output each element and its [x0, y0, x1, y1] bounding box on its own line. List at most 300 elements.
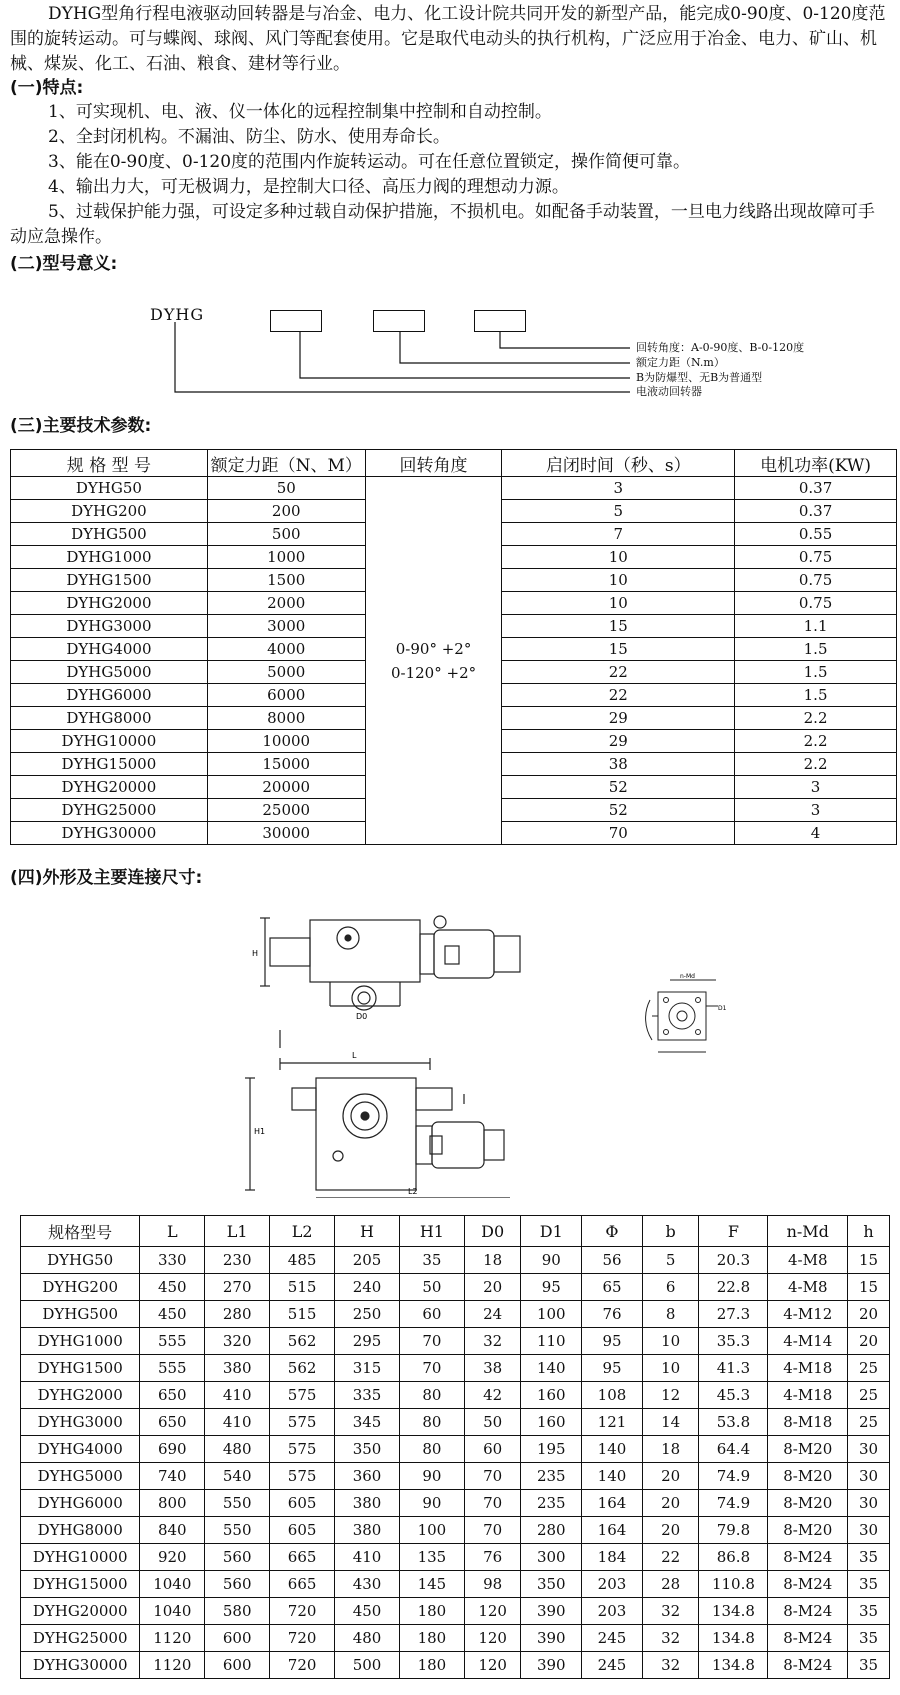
dim-cell: 120	[464, 1652, 521, 1679]
dim-cell: 360	[335, 1463, 400, 1490]
dim-cell: 30	[848, 1490, 890, 1517]
dim-cell: 665	[270, 1571, 335, 1598]
dim-cell: DYHG15000	[21, 1571, 140, 1598]
dim-cell: 80	[399, 1409, 464, 1436]
spec-cell-model: DYHG3000	[11, 615, 208, 638]
dim-cell: 235	[521, 1463, 582, 1490]
spec-cell-power: 0.55	[735, 523, 897, 546]
dim-cell: 562	[270, 1328, 335, 1355]
dim-cell: 1040	[140, 1571, 205, 1598]
dim-cell: 10	[642, 1328, 699, 1355]
spec-cell-time: 38	[502, 753, 735, 776]
spec-cell-power: 3	[735, 776, 897, 799]
dim-cell: 98	[464, 1571, 521, 1598]
dim-cell: 555	[140, 1355, 205, 1382]
dim-cell: 320	[205, 1328, 270, 1355]
spec-cell-torque: 10000	[207, 730, 365, 753]
dim-cell: DYHG1000	[21, 1328, 140, 1355]
dim-cell: 4-M8	[768, 1247, 848, 1274]
feature-item: 2、全封闭机构。不漏油、防尘、防水、使用寿命长。	[48, 127, 450, 147]
dim-cell: 95	[582, 1328, 643, 1355]
dim-cell: 35	[848, 1598, 890, 1625]
dim-header-cell: L2	[270, 1216, 335, 1247]
dim-cell: 650	[140, 1382, 205, 1409]
model-label-product: 电液动回转器	[636, 385, 702, 398]
spec-cell-torque: 30000	[207, 822, 365, 845]
dim-cell: 240	[335, 1274, 400, 1301]
dim-cell: 35	[848, 1571, 890, 1598]
dim-cell: 110.8	[699, 1571, 768, 1598]
dim-cell: 41.3	[699, 1355, 768, 1382]
dim-cell: 485	[270, 1247, 335, 1274]
dim-cell: 80	[399, 1436, 464, 1463]
dim-cell: 270	[205, 1274, 270, 1301]
label-nmd: n-Md	[680, 973, 695, 980]
feature-item: 3、能在0-90度、0-120度的范围内作旋转运动。可在任意位置锁定，操作简便可靠。	[48, 152, 691, 172]
spec-table	[10, 449, 897, 845]
dim-cell: 184	[582, 1544, 643, 1571]
dim-cell: 450	[140, 1301, 205, 1328]
dim-cell: 86.8	[699, 1544, 768, 1571]
model-slot-angle	[474, 310, 526, 332]
dim-cell: 20.3	[699, 1247, 768, 1274]
dim-cell: 25	[848, 1382, 890, 1409]
dim-cell: 605	[270, 1490, 335, 1517]
dim-cell: 350	[521, 1571, 582, 1598]
dim-cell: 30	[848, 1436, 890, 1463]
dim-cell: 8-M20	[768, 1463, 848, 1490]
dim-cell: 8-M20	[768, 1490, 848, 1517]
spec-cell-model: DYHG1000	[11, 546, 208, 569]
dim-cell: 740	[140, 1463, 205, 1490]
dim-cell: 335	[335, 1382, 400, 1409]
dim-cell: 8-M24	[768, 1544, 848, 1571]
dim-cell: 203	[582, 1598, 643, 1625]
spec-header-time: 启闭时间（秒、s）	[502, 450, 735, 477]
dim-cell: 250	[335, 1301, 400, 1328]
label-l2: L2	[408, 1187, 418, 1196]
dim-cell: 18	[642, 1436, 699, 1463]
dim-cell: 8-M18	[768, 1409, 848, 1436]
dim-cell: 280	[205, 1301, 270, 1328]
dim-cell: 550	[205, 1517, 270, 1544]
spec-cell-power: 0.37	[735, 500, 897, 523]
dim-cell: 22	[642, 1544, 699, 1571]
spec-cell-time: 3	[502, 477, 735, 500]
dim-cell: 30	[848, 1463, 890, 1490]
spec-cell-model: DYHG5000	[11, 661, 208, 684]
spec-cell-torque: 5000	[207, 661, 365, 684]
dim-header-cell: L	[140, 1216, 205, 1247]
dim-header-cell: H1	[399, 1216, 464, 1247]
dim-row	[21, 1598, 890, 1625]
spec-cell-power: 0.75	[735, 569, 897, 592]
dim-cell: 4-M8	[768, 1274, 848, 1301]
spec-cell-model: DYHG15000	[11, 753, 208, 776]
dim-header-cell: Φ	[582, 1216, 643, 1247]
dim-row	[21, 1247, 890, 1274]
spec-cell-torque: 6000	[207, 684, 365, 707]
dim-cell: 20	[848, 1328, 890, 1355]
dim-cell: 95	[582, 1355, 643, 1382]
dim-header-cell: 规格型号	[21, 1216, 140, 1247]
spec-cell-power: 0.75	[735, 546, 897, 569]
spec-cell-torque: 1500	[207, 569, 365, 592]
dim-cell: 70	[399, 1328, 464, 1355]
dim-cell: 100	[521, 1301, 582, 1328]
dim-row	[21, 1355, 890, 1382]
spec-cell-time: 70	[502, 822, 735, 845]
dim-cell: 38	[464, 1355, 521, 1382]
feature-item: 5、过载保护能力强，可设定多种过载自动保护措施，不损机电。如配备手动装置，一旦电力线路出现故障可手动应急操作。	[10, 202, 875, 247]
dim-cell: 920	[140, 1544, 205, 1571]
dim-cell: 76	[464, 1544, 521, 1571]
dim-cell: 4-M18	[768, 1355, 848, 1382]
spec-cell-power: 2.2	[735, 707, 897, 730]
dim-cell: 450	[140, 1274, 205, 1301]
spec-cell-power: 2.2	[735, 730, 897, 753]
dim-cell: 390	[521, 1598, 582, 1625]
dim-cell: 95	[521, 1274, 582, 1301]
spec-cell-model: DYHG2000	[11, 592, 208, 615]
spec-header-model: 规 格 型 号	[11, 450, 208, 477]
dim-cell: 380	[205, 1355, 270, 1382]
spec-cell-angle	[365, 477, 502, 845]
dims-heading: (四)外形及主要连接尺寸:	[10, 868, 203, 888]
spec-cell-torque: 200	[207, 500, 365, 523]
dim-cell: 135	[399, 1544, 464, 1571]
dim-cell: 410	[335, 1544, 400, 1571]
spec-cell-model: DYHG6000	[11, 684, 208, 707]
spec-cell-model: DYHG30000	[11, 822, 208, 845]
model-diagram	[0, 300, 900, 410]
dim-cell: 134.8	[699, 1625, 768, 1652]
spec-cell-torque: 15000	[207, 753, 365, 776]
spec-cell-time: 29	[502, 707, 735, 730]
model-slot-torque	[373, 310, 425, 332]
dim-cell: 390	[521, 1625, 582, 1652]
spec-cell-time: 10	[502, 546, 735, 569]
dim-cell: 28	[642, 1571, 699, 1598]
spec-cell-power: 1.5	[735, 638, 897, 661]
dim-header-cell: F	[699, 1216, 768, 1247]
spec-cell-model: DYHG25000	[11, 799, 208, 822]
dim-cell: 14	[642, 1409, 699, 1436]
dim-cell: 120	[464, 1625, 521, 1652]
flange-drawing	[636, 970, 746, 1070]
dim-cell: 245	[582, 1625, 643, 1652]
dim-cell: 79.8	[699, 1517, 768, 1544]
dim-row	[21, 1463, 890, 1490]
dim-cell: 45.3	[699, 1382, 768, 1409]
dim-cell: 280	[521, 1517, 582, 1544]
dim-cell: 10	[642, 1355, 699, 1382]
dim-row	[21, 1652, 890, 1679]
spec-header-power: 电机功率(KW)	[735, 450, 897, 477]
dim-header-row	[21, 1216, 890, 1247]
spec-table-body	[11, 477, 897, 845]
dim-cell: DYHG6000	[21, 1490, 140, 1517]
dim-cell: 134.8	[699, 1598, 768, 1625]
dim-cell: DYHG25000	[21, 1625, 140, 1652]
dim-cell: 515	[270, 1301, 335, 1328]
dim-cell: 555	[140, 1328, 205, 1355]
dim-cell: 42	[464, 1382, 521, 1409]
dim-cell: 8	[642, 1301, 699, 1328]
spec-cell-model: DYHG4000	[11, 638, 208, 661]
dim-cell: 20	[642, 1490, 699, 1517]
dim-cell: 70	[464, 1463, 521, 1490]
dim-cell: 650	[140, 1409, 205, 1436]
model-label-torque: 额定力距（N.m）	[636, 356, 725, 369]
dim-cell: DYHG2000	[21, 1382, 140, 1409]
dim-cell: 27.3	[699, 1301, 768, 1328]
dim-cell: 18	[464, 1247, 521, 1274]
spec-cell-time: 15	[502, 615, 735, 638]
dim-cell: 22.8	[699, 1274, 768, 1301]
label-l: L	[352, 1051, 357, 1060]
dim-cell: 74.9	[699, 1490, 768, 1517]
dim-cell: 164	[582, 1490, 643, 1517]
dim-cell: 32	[464, 1328, 521, 1355]
dim-cell: 575	[270, 1382, 335, 1409]
dim-cell: DYHG3000	[21, 1409, 140, 1436]
model-slot-type	[270, 310, 322, 332]
dim-cell: 345	[335, 1409, 400, 1436]
model-label-angle: 回转角度：A-0-90度、B-0-120度	[636, 341, 805, 354]
spec-cell-model: DYHG500	[11, 523, 208, 546]
label-d1: D1	[718, 1005, 727, 1012]
spec-row	[11, 477, 897, 500]
dim-cell: 110	[521, 1328, 582, 1355]
dim-cell: 80	[399, 1382, 464, 1409]
spec-cell-model: DYHG50	[11, 477, 208, 500]
dim-cell: 70	[464, 1517, 521, 1544]
dim-cell: 180	[399, 1625, 464, 1652]
feature-item: 1、可实现机、电、液、仪一体化的远程控制集中控制和自动控制。	[48, 102, 552, 122]
dim-cell: 35	[848, 1652, 890, 1679]
dim-cell: 315	[335, 1355, 400, 1382]
dim-header-cell: b	[642, 1216, 699, 1247]
dim-cell: 230	[205, 1247, 270, 1274]
dim-cell: 120	[464, 1598, 521, 1625]
dim-row	[21, 1382, 890, 1409]
dim-cell: 15	[848, 1274, 890, 1301]
dim-cell: 74.9	[699, 1463, 768, 1490]
dim-cell: 480	[205, 1436, 270, 1463]
dim-cell: DYHG20000	[21, 1598, 140, 1625]
dim-cell: 140	[582, 1463, 643, 1490]
features-heading: (一)特点:	[10, 78, 84, 98]
dim-cell: 720	[270, 1598, 335, 1625]
dim-cell: 1120	[140, 1652, 205, 1679]
dim-cell: 665	[270, 1544, 335, 1571]
dim-cell: 20	[642, 1463, 699, 1490]
dim-row	[21, 1328, 890, 1355]
dim-cell: 121	[582, 1409, 643, 1436]
spec-cell-time: 22	[502, 684, 735, 707]
dim-cell: 35	[848, 1544, 890, 1571]
dim-cell: 540	[205, 1463, 270, 1490]
dim-cell: 690	[140, 1436, 205, 1463]
label-h1: H1	[254, 1127, 266, 1136]
dim-cell: 65	[582, 1274, 643, 1301]
dim-header-cell: H	[335, 1216, 400, 1247]
dim-cell: 1040	[140, 1598, 205, 1625]
dim-header-cell: D1	[521, 1216, 582, 1247]
dim-cell: 605	[270, 1517, 335, 1544]
spec-cell-power: 1.5	[735, 661, 897, 684]
dim-cell: 295	[335, 1328, 400, 1355]
dim-cell: 380	[335, 1517, 400, 1544]
dim-cell: 32	[642, 1652, 699, 1679]
dim-header-cell: L1	[205, 1216, 270, 1247]
dim-cell: 300	[521, 1544, 582, 1571]
dim-cell: 350	[335, 1436, 400, 1463]
params-heading: (三)主要技术参数:	[10, 416, 152, 436]
dim-cell: 90	[399, 1490, 464, 1517]
dim-cell: 32	[642, 1625, 699, 1652]
dim-cell: 20	[848, 1301, 890, 1328]
dim-cell: 390	[521, 1652, 582, 1679]
spec-cell-torque: 25000	[207, 799, 365, 822]
spec-header-torque: 额定力距（N、M）	[207, 450, 365, 477]
dim-cell: 108	[582, 1382, 643, 1409]
spec-header-angle: 回转角度	[365, 450, 502, 477]
spec-cell-power: 0.37	[735, 477, 897, 500]
spec-cell-power: 2.2	[735, 753, 897, 776]
dim-cell: 50	[399, 1274, 464, 1301]
dim-cell: DYHG4000	[21, 1436, 140, 1463]
dim-row	[21, 1490, 890, 1517]
dim-row	[21, 1517, 890, 1544]
dim-cell: DYHG5000	[21, 1463, 140, 1490]
dim-cell: 480	[335, 1625, 400, 1652]
angle-range: 0-120° +2°	[390, 663, 477, 682]
dim-cell: 245	[582, 1652, 643, 1679]
spec-cell-model: DYHG8000	[11, 707, 208, 730]
dim-cell: DYHG30000	[21, 1652, 140, 1679]
dim-cell: 720	[270, 1652, 335, 1679]
dim-header-cell: n-Md	[768, 1216, 848, 1247]
model-label-type: B为防爆型、无B为普通型	[636, 371, 763, 384]
label-d0: D0	[356, 1012, 368, 1021]
dim-cell: 8-M24	[768, 1625, 848, 1652]
dim-row	[21, 1274, 890, 1301]
dim-cell: 195	[521, 1436, 582, 1463]
dim-cell: 562	[270, 1355, 335, 1382]
dim-cell: 35	[399, 1247, 464, 1274]
intro-paragraph: DYHG型角行程电液驱动回转器是与冶金、电力、化工设计院共同开发的新型产品，能完成0-90度、0-120度范围的旋转运动。可与蝶阀、球阀、风门等配套使用。它是取代电动头的执行机构，广泛应用于冶金、电力、矿山、机械、煤炭、化工、石油、粮食、建材等行业。	[10, 4, 886, 74]
spec-cell-model: DYHG200	[11, 500, 208, 523]
angle-range: 0-90° +2°	[395, 639, 472, 658]
dim-cell: 20	[642, 1517, 699, 1544]
dim-cell: 550	[205, 1490, 270, 1517]
spec-cell-torque: 2000	[207, 592, 365, 615]
dim-row	[21, 1409, 890, 1436]
dim-cell: 140	[582, 1436, 643, 1463]
dim-cell: 25	[848, 1355, 890, 1382]
dim-cell: 575	[270, 1409, 335, 1436]
spec-cell-time: 5	[502, 500, 735, 523]
dim-header-cell: D0	[464, 1216, 521, 1247]
spec-cell-model: DYHG1500	[11, 569, 208, 592]
dim-cell: 134.8	[699, 1652, 768, 1679]
spec-cell-power: 0.75	[735, 592, 897, 615]
outline-drawing	[240, 898, 540, 1198]
dim-cell: 410	[205, 1382, 270, 1409]
dim-cell: 145	[399, 1571, 464, 1598]
dim-cell: 8-M24	[768, 1598, 848, 1625]
dim-cell: 35.3	[699, 1328, 768, 1355]
dim-cell: 720	[270, 1625, 335, 1652]
dim-cell: 5	[642, 1247, 699, 1274]
dim-cell: 235	[521, 1490, 582, 1517]
dim-cell: 30	[848, 1517, 890, 1544]
dim-cell: 24	[464, 1301, 521, 1328]
dimension-table	[20, 1215, 890, 1679]
dim-cell: 560	[205, 1544, 270, 1571]
dim-cell: 575	[270, 1463, 335, 1490]
dim-cell: 160	[521, 1409, 582, 1436]
dim-cell: 90	[399, 1463, 464, 1490]
spec-cell-power: 4	[735, 822, 897, 845]
dim-table-body	[21, 1247, 890, 1679]
dim-cell: 330	[140, 1247, 205, 1274]
intro-text	[10, 2, 890, 77]
dim-cell: 800	[140, 1490, 205, 1517]
dim-cell: 70	[464, 1490, 521, 1517]
dim-cell: 56	[582, 1247, 643, 1274]
dim-cell: 580	[205, 1598, 270, 1625]
dim-cell: 450	[335, 1598, 400, 1625]
spec-cell-time: 29	[502, 730, 735, 753]
spec-cell-time: 15	[502, 638, 735, 661]
spec-cell-time: 10	[502, 569, 735, 592]
dim-cell: 70	[399, 1355, 464, 1382]
dim-cell: DYHG8000	[21, 1517, 140, 1544]
model-prefix: DYHG	[150, 305, 205, 324]
dim-cell: 575	[270, 1436, 335, 1463]
dim-cell: 203	[582, 1571, 643, 1598]
spec-header-row	[11, 450, 897, 477]
dim-cell: 64.4	[699, 1436, 768, 1463]
model-leader-lines	[0, 300, 900, 410]
dim-row	[21, 1301, 890, 1328]
dim-cell: 53.8	[699, 1409, 768, 1436]
dim-cell: 35	[848, 1625, 890, 1652]
spec-cell-model: DYHG10000	[11, 730, 208, 753]
dim-cell: 12	[642, 1382, 699, 1409]
dim-cell: 430	[335, 1571, 400, 1598]
dim-cell: 4-M14	[768, 1328, 848, 1355]
dim-cell: 60	[464, 1436, 521, 1463]
dim-row	[21, 1625, 890, 1652]
spec-cell-torque: 20000	[207, 776, 365, 799]
dim-cell: 8-M24	[768, 1571, 848, 1598]
spec-cell-power: 1.5	[735, 684, 897, 707]
dim-cell: 90	[521, 1247, 582, 1274]
feature-item: 4、输出力大，可无极调力，是控制大口径、高压力阀的理想动力源。	[48, 177, 569, 197]
dim-cell: 410	[205, 1409, 270, 1436]
dim-cell: 25	[848, 1409, 890, 1436]
spec-cell-time: 22	[502, 661, 735, 684]
dim-cell: 180	[399, 1598, 464, 1625]
dim-cell: 4-M12	[768, 1301, 848, 1328]
dim-cell: 380	[335, 1490, 400, 1517]
dim-row	[21, 1436, 890, 1463]
dim-cell: 32	[642, 1598, 699, 1625]
